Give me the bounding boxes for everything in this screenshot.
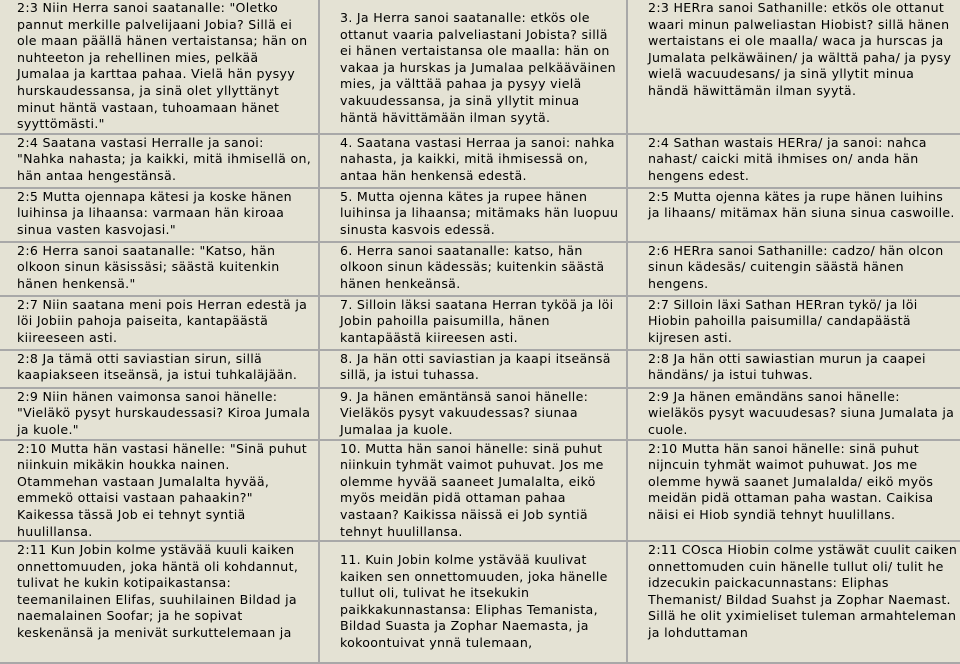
verse-text: 2:9 Niin hänen vaimonsa sanoi hänelle: "Vieläkö pysyt hurskaudessasi? Kiroa Jumala ja kuole." xyxy=(17,388,311,437)
column-1776-cell xyxy=(320,0,626,133)
column-modern-cell xyxy=(0,389,318,439)
verse-text: 2:5 Mutta ojennapa kätesi ja koske hänen luihinsa ja lihaansa: varmaan hän kiroaa sinua vasten kasvojasi." xyxy=(17,188,292,237)
verse-text: 2:5 Mutta ojenna kätes ja rupe hänen luihins ja lihaans/ mitämax hän siuna sinua caswoille. xyxy=(648,188,955,221)
verse-text: 2:10 Mutta hän sanoi hänelle: sinä puhut nijncuin tyhmät waimot puhuwat. Jos me olemme hywä saanet Jumalalda/ eikö myös meidän pidä ottaman paha wastan. Caikisa näisi ei Hiob syndiä tehnyt huulillans. xyxy=(648,440,934,522)
verse-text: 2:11 Kun Jobin kolme ystävää kuuli kaiken onnettomuuden, joka häntä oli kohdannut, tulivat he kukin kotipaikastansa: teemanilainen Elifas, suuhilainen Bildad ja naemalainen Soofar; ja he sopivat keskenänsä ja menivät surkuttelemaan ja xyxy=(17,542,299,641)
column-1642-cell xyxy=(628,389,960,439)
column-1776-cell xyxy=(320,243,626,295)
verse-text: 9. Ja hänen emäntänsä sanoi hänelle: Vieläkös pysyt vakuudessas? siunaa Jumalaa ja kuole. xyxy=(340,388,589,437)
column-1776-cell xyxy=(320,189,626,241)
column-1642-cell xyxy=(628,542,960,662)
verse-text: 2:3 HERra sanoi Sathanille: etkös ole ottanut waari minun palweliastan Hiobist? sillä hänen wertaistans ei ole maalla/ waca ja hurscas ja Jumalata pelkäwäinen/ ja wälttä paha/ ja pysy wielä wacuudesans/ ja sinä yllytit minua händä häwittämän ilman syytä. xyxy=(648,0,952,98)
column-1776-cell xyxy=(320,297,626,349)
verse-text: 2:7 Silloin läxi Sathan HERran tykö/ ja löi Hiobin pahoilla paisumilla/ candapäästä kijresen asti. xyxy=(648,296,918,345)
verse-text: 2:4 Saatana vastasi Herralle ja sanoi: "Nahka nahasta; ja kaikki, mitä ihmisellä on, hän antaa hengestänsä. xyxy=(17,134,312,183)
column-1776-cell xyxy=(320,135,626,187)
column-1776-cell xyxy=(320,351,626,387)
column-1776-cell xyxy=(320,542,626,662)
column-modern-cell xyxy=(0,297,318,349)
verse-text: 11. Kuin Jobin kolme ystävää kuulivat kaiken sen onnettomuuden, joka hänelle tullut oli, tulivat he itsekukin paikkakunnastansa: Eliphas Temanista, Bildad Suasta ja Zophar Naemasta, ja kokoontuivat ynnä tulemaan, xyxy=(340,552,608,651)
verse-text: 2:7 Niin saatana meni pois Herran edestä ja löi Jobiin pahoja paiseita, kantapäästä kiireeseen asti. xyxy=(17,296,308,345)
verse-row xyxy=(0,135,960,187)
column-1642-cell xyxy=(628,297,960,349)
verse-row xyxy=(0,389,960,439)
verse-row xyxy=(0,297,960,349)
verse-text: 8. Ja hän otti saviastian ja kaapi itseänsä sillä, ja istui tuhassa. xyxy=(340,350,611,383)
verse-text: 2:3 Niin Herra sanoi saatanalle: "Oletko pannut merkille palvelijaani Jobia? Sillä ei ole maan päällä hänen vertaistansa; hän on nuhteeton ja rehellinen mies, pelkää Jumalaa ja karttaa pahaa. Vielä hän pysyy hurskaudessansa, ja sinä olet yllyttänyt minut häntä vastaan, tuhoamaan hänet syyttömästi." xyxy=(17,0,308,132)
verse-text: 2:9 Ja hänen emändäns sanoi hänelle: wieläkös pysyt wacuudesas? siuna Jumalata ja cuole. xyxy=(648,388,955,437)
column-1642-cell xyxy=(628,243,960,295)
column-modern-cell xyxy=(0,135,318,187)
verse-text: 2:6 HERra sanoi Sathanille: cadzo/ hän olcon sinun kädesäs/ cuitengin säästä hänen hengens. xyxy=(648,242,944,291)
verse-row xyxy=(0,441,960,541)
column-1776-cell xyxy=(320,441,626,541)
column-1642-cell xyxy=(628,441,960,541)
verse-text: 5. Mutta ojenna kätes ja rupee hänen luihinsa ja lihaansa; mitämaks hän luopuu sinusta kasvois edessä. xyxy=(340,188,619,237)
verse-text: 10. Mutta hän sanoi hänelle: sinä puhut niinkuin tyhmät vaimot puhuvat. Jos me olemme hyvää saaneet Jumalalta, eikö myös meidän pidä ottaman pahaa vastaan? Kaikissa näissä ei Job syntiä tehnyt huulillansa. xyxy=(340,440,604,539)
verse-row xyxy=(0,243,960,295)
verse-text: 7. Silloin läksi saatana Herran tyköä ja löi Jobin pahoilla paisumilla, hänen kantapäästä kiireesen asti. xyxy=(340,296,614,345)
verse-row xyxy=(0,0,960,133)
column-modern-cell xyxy=(0,351,318,387)
verse-row xyxy=(0,189,960,241)
verse-text: 4. Saatana vastasi Herraa ja sanoi: nahka nahasta, ja kaikki, mitä ihmisessä on, antaa hän henkensä edestä. xyxy=(340,134,615,183)
verse-row xyxy=(0,542,960,662)
column-modern-cell xyxy=(0,542,318,662)
verse-row xyxy=(0,351,960,387)
verse-text: 2:10 Mutta hän vastasi hänelle: "Sinä puhut niinkuin mikäkin houkka nainen. Otammehan vastaan Jumalalta hyvää, emmekö ottaisi vastaan pahaakin?" Kaikessa tässä Job ei tehnyt syntiä huulillansa. xyxy=(17,440,308,539)
column-1642-cell xyxy=(628,135,960,187)
verse-text: 3. Ja Herra sanoi saatanalle: etkös ole ottanut vaaria palveliastani Jobista? sillä ei hänen vertaistansa ole maalla: hän on vakaa ja hurskas ja Jumalaa pelkääväinen mies, ja välttää pahaa ja pysyy vielä vakuudessansa, ja sinä yllytit minua häntä hävittämään ilman syytä. xyxy=(340,10,616,125)
column-1776-cell xyxy=(320,389,626,439)
verse-text: 2:4 Sathan wastais HERra/ ja sanoi: nahca nahast/ caicki mitä ihmises on/ anda hän hengens edest. xyxy=(648,134,927,183)
verse-text: 2:6 Herra sanoi saatanalle: "Katso, hän olkoon sinun käsissäsi; säästä kuitenkin hänen henkensä." xyxy=(17,242,280,291)
verse-text: 2:8 Ja tämä otti saviastian sirun, sillä kaapiakseen itseänsä, ja istui tuhkaläjään. xyxy=(17,350,298,383)
verse-text: 6. Herra sanoi saatanalle: katso, hän olkoon sinun kädessäs; kuitenkin säästä hänen henkeänsä. xyxy=(340,242,605,291)
column-1642-cell xyxy=(628,189,960,241)
column-1642-cell xyxy=(628,351,960,387)
column-modern-cell xyxy=(0,243,318,295)
column-1642-cell xyxy=(628,0,960,133)
column-modern-cell xyxy=(0,0,318,133)
column-modern-cell xyxy=(0,189,318,241)
verse-text: 2:8 Ja hän otti sawiastian murun ja caapei händäns/ ja istui tuhwas. xyxy=(648,350,926,383)
verse-text: 2:11 COsca Hiobin colme ystäwät cuulit caiken onnettomuden cuin hänelle tullut oli/ tulit he idzecukin paickacunnastans: Eliphas Themanist/ Bildad Suahst ja Zophar Naemast. Sillä he olit yximieliset tuleman armahteleman ja lohduttaman xyxy=(648,542,958,641)
column-modern-cell xyxy=(0,441,318,541)
